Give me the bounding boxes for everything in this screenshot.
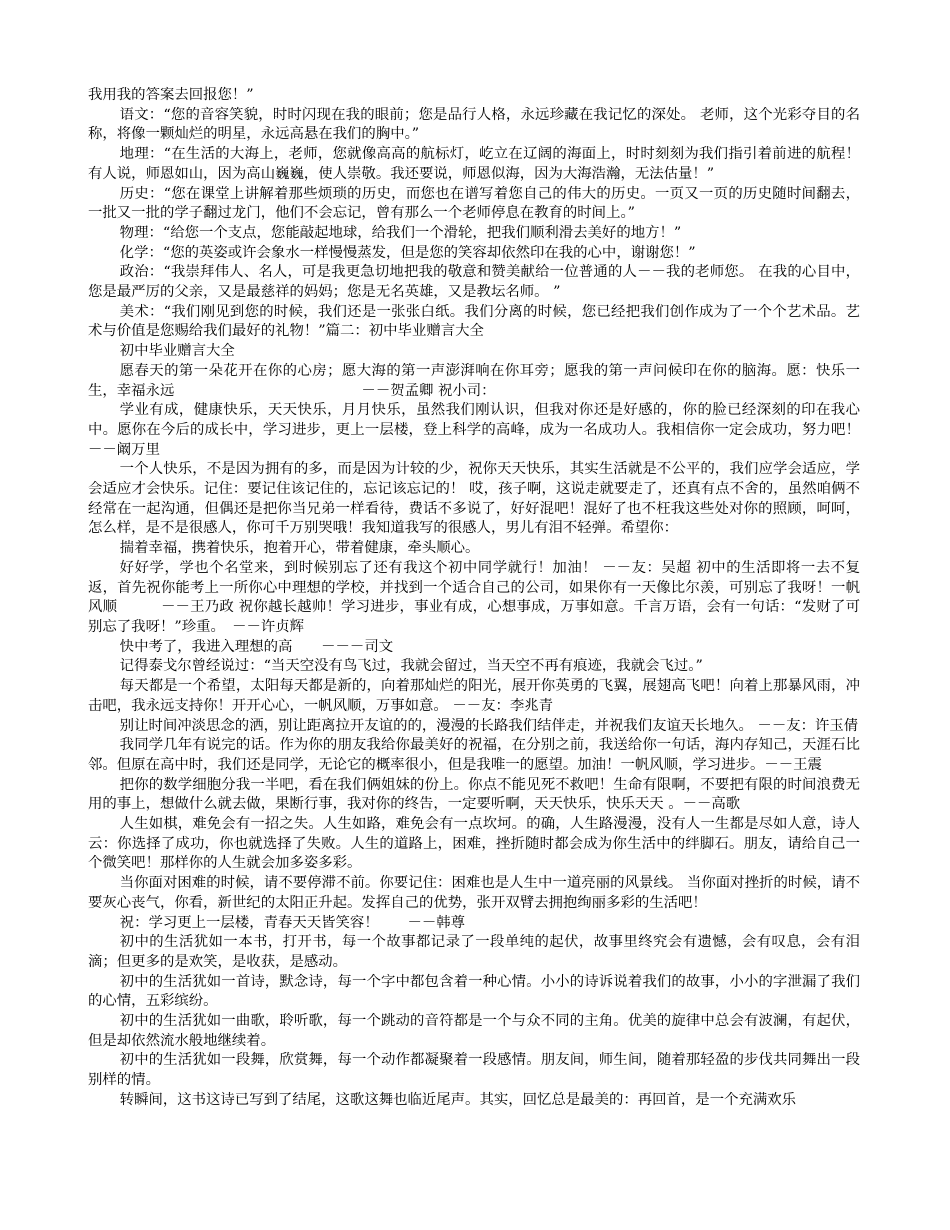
paragraph-life-dance: 初中的生活犹如一段舞，欣赏舞，每一个动作都凝聚着一段感情。朋友间，师生间，随着那轻盈的步伐共同舞出一段别样的情。 xyxy=(88,1052,860,1089)
paragraph-continuation: 我用我的答案去回报您！” xyxy=(88,87,254,103)
paragraph-message: 我同学几年有说完的话。作为你的朋友我给你最美好的祝福，在分别之前，我送给你一句话，海内存知己，天涯石比邻。但原在高中时，我们还是同学，无论它的概率很小，但是我唯一的愿望。加油！一帆风顺，学习进步。－－王震 xyxy=(88,737,860,773)
paragraph-chemistry: 化学：“您的英姿或许会象水一样慢慢蒸发，但是您的笑容却依然印在我的心中，谢谢您！” xyxy=(119,244,696,261)
paragraph-physics: 物理：“给您一个支点，您能敲起地球，给我们一个滑轮，把我们顺利滑去美好的地方！” xyxy=(119,224,682,241)
paragraph-message: 祝：学习更上一层楼，青春天天皆笑容！ －－韩尊 xyxy=(119,914,466,931)
paragraph-message: 学业有成，健康快乐，天天快乐，月月快乐，虽然我们刚认识，但我对你还是好感的，你的脸已经深刻的印在我心中。愿你在今后的成长中，学习进步，更上一层楼，登上科学的高峰，成为一名成功人。我相信你一定会成功，努力吧！ －－阚万里 xyxy=(88,402,889,458)
paragraph-politics: 政治：“我崇拜伟人、名人，可是我更急切地把我的敬意和赞美献给一位普通的人－－我的老师您。 在我的心目中，您是最严厉的父亲，又是最慈祥的妈妈；您是无名英雄，又是教坛名师。 ” xyxy=(88,264,860,301)
paragraph-ending: 转瞬间，这书这诗已写到了结尾，这歌这舞也临近尾声。其实，回忆总是最美的：再回首，是一个充满欢乐 xyxy=(119,1091,797,1108)
paragraph-life-book: 初中的生活犹如一本书，打开书，每一个故事都记录了一段单纯的起伏，故事里终究会有遗憾，会有叹息，会有泪滴；但更多的是欢笑，是收获，是感动。 xyxy=(88,934,860,970)
paragraph-history: 历史：“您在课堂上讲解着那些烦琐的历史，而您也在谱写着您自己的伟大的历史。一页又一页的历史随时间翻去，一批又一批的学子翻过龙门，他们不会忘记，曾有那么一个老师停息在教育的时间上。” xyxy=(88,185,860,222)
paragraph-geography: 地理：“在生活的大海上，老师，您就像高高的航标灯，屹立在辽阔的海面上，时时刻刻为我们指引着前进的航程！有人说，师恩如山，因为高山巍巍，使人崇敬。我还要说，师恩似海，因为大海浩瀚，无法估量！” xyxy=(88,146,860,182)
paragraph-message: 好好学，学也个名堂来，到时候别忘了还有我这个初中同学就行！加油！ －－友：吴超 初中的生活即将一去不复返，首先祝你能考上一所你心中理想的学校，并找到一个适合自己的公司，如果你有一天像比尔羡，可别忘了我呀！一帆风顺 －－王乃政 祝你越长越帅！学习进步，事业有成，心想事成，万事如意。千言万语，会有一句话：“发财了可别忘了我呀！”珍重。 －－许贞辉 xyxy=(88,559,860,635)
section-title: 初中毕业赠言大全 xyxy=(119,343,235,360)
paragraph-message: 愿春天的第一朵花开在你的心房；愿大海的第一声澎湃响在你耳旁；愿我的第一声问候印在你的脑海。愿：快乐一生，幸福永远 －－贺孟卿 祝小司： xyxy=(88,362,860,399)
paragraph-chinese: 语文：“您的音容笑貌，时时闪现在我的眼前；您是品行人格，永远珍藏在我记忆的深处。 老师，这个光彩夺目的名称，将像一颗灿烂的明星，永远高悬在我们的胸中。” xyxy=(88,106,860,143)
paragraph-message: 人生如棋，难免会有一招之失。人生如路，难免会有一点坎坷。的确，人生路漫漫，没有人一生都是尽如人意，诗人云：你选择了成功，你也就选择了失败。人生的道路上，困难，挫折随时都会成为你生活中的绊脚石。朋友，请给自己一个微笑吧！那样你的人生就会加多姿多彩。 xyxy=(88,816,860,872)
paragraph-message: 把你的数学细胞分我一半吧，看在我们俩姐妹的份上。你点不能见死不救吧！生命有限啊，不要把有限的时间浪费无用的事上，想做什么就去做，果断行事，我对你的终告，一定要听啊，天天快乐，快乐天天 。－－高歌 xyxy=(88,776,860,813)
paragraph-life-song: 初中的生活犹如一曲歌，聆听歌，每一个跳动的音符都是一个与众不同的主角。优美的旋律中总会有波澜，有起伏，但是却依然流水般地继续着。 xyxy=(88,1013,860,1049)
paragraph-message: 一个人快乐，不是因为拥有的多，而是因为计较的少，祝你天天快乐，其实生活就是不公平的，我们应学会适应，学会适应才会快乐。记住：要记住该记住的，忘记该忘记的！ 哎，孩子啊，这说走就要走了，还真有点不舍的，虽然咱俩不经常在一起沟通，但偶还是把你当兄弟一样看待，费话不多说了，好好混吧！混好了也不枉我这些处对你的照顾，呵呵，怎么样，是不是很感人，你可千万别哭哦！我知道我写的很感人，男儿有泪不轻弹。希望你： xyxy=(88,461,860,537)
paragraph-message: 揣着幸福，携着快乐，抱着开心，带着健康，牵头顺心。 xyxy=(119,540,480,557)
paragraph-message: 当你面对困难的时候，请不要停滞不前。你要记住：困难也是人生中一道亮丽的风景线。 当你面对挫折的时候，请不要灰心丧气，你看，新世纪的太阳正升起。发挥自己的优势，张开双臂去拥抱绚丽多彩的生活吧！ xyxy=(88,875,860,911)
paragraph-message: 记得泰戈尔曾经说过：“当天空没有鸟飞过，我就会留过，当天空不再有痕迹，我就会飞过。” xyxy=(119,658,703,675)
paragraph-art: 美术：“我们刚见到您的时候，我们还是一张张白纸。我们分离的时候，您已经把我们创作成为了一个个艺术品。艺术与价值是您赐给我们最好的礼物！”篇二：初中毕业赠言大全 xyxy=(88,303,860,340)
paragraph-life-poem: 初中的生活犹如一首诗，默念诗，每一个字中都包含着一种心情。小小的诗诉说着我们的故事，小小的字泄漏了我们的心情，五彩缤纷。 xyxy=(88,973,860,1010)
paragraph-message: 快中考了，我进入理想的高 －－－司文 xyxy=(119,638,394,655)
paragraph-message: 每天都是一个希望，太阳每天都是新的，向着那灿烂的阳光，展开你英勇的飞翼，展翅高飞吧！向着上那暴风雨，冲击吧，我永远支持你！开开心心，一帆风顺，万事如意。 －－友：李兆青 xyxy=(88,678,860,714)
paragraph-message: 别让时间冲淡思念的洒，别让距离拉开友谊的的，漫漫的长路我们结伴走，并祝我们友谊天长地久。 －－友：许玉倩 xyxy=(119,717,859,734)
document-page xyxy=(88,86,889,1111)
